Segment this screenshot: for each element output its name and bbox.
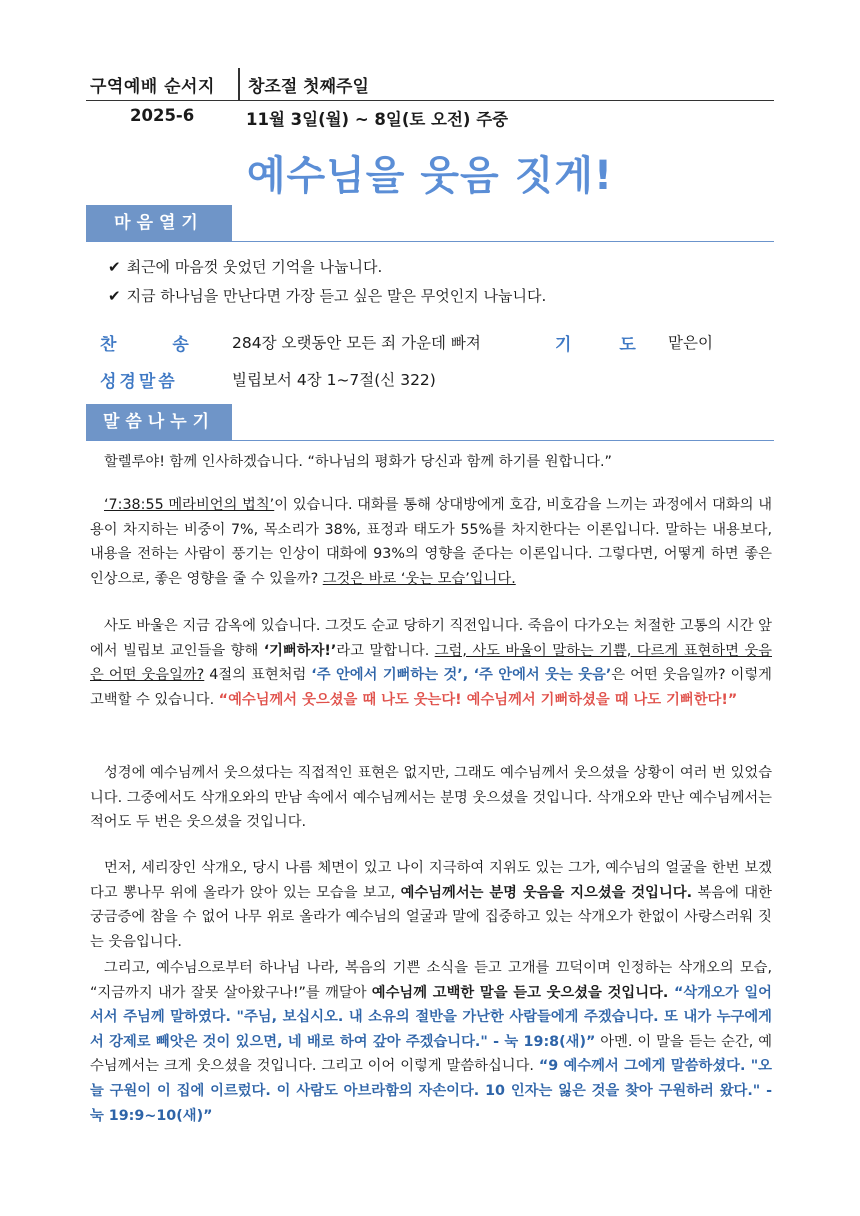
section-word-sharing	[86, 404, 774, 441]
paragraph-first-smile: 먼저, 세리장인 삭개오, 당시 나름 체면이 있고 나이 지극하여 지위도 있는 그가, 예수님의 얼굴을 한번 보겠다고 뽕나무 위에 올라가 앉아 있는 모습을 보고, 예수님께서는 분명 웃음을 지으셨을 것입니다. 복음에 대한 궁금증에 참을 수 없어 나무 위로 올라가 예수님의 얼굴과 말에 집중하고 있는 삭개오가 한없이 사랑스러워 짓는 웃음입니다.	[90, 860, 772, 950]
section-heart-opening	[86, 205, 774, 242]
paragraph-greeting: 할렐루야! 함께 인사하겠습니다. “하나님의 평화가 당신과 함께 하기를 원합니다.”	[104, 454, 612, 470]
paragraph-mehrabian: ‘7:38:55 메라비언의 법칙’이 있습니다. 대화를 통해 상대방에게 호감, 비호감을 느끼는 과정에서 대화의 내용이 차지하는 비중이 7%, 목소리가 38%, 표정과 태도가 55%를 차지한다는 이론입니다. 말하는 내용보다, 내용을 전하는 사람이 풍기는 인상이 대화에 93%의 영향을 준다는 이론입니다. 그렇다면, 어떻게 하면 좋은 인상으로, 좋은 영향을 줄 수 있을까? 그것은 바로 ‘웃는 모습’입니다.	[90, 497, 773, 587]
header-left-title: 구역예배 순서지	[90, 77, 215, 97]
section-label: 마음열기	[86, 205, 232, 241]
header-divider	[238, 68, 240, 100]
hymn-value: 284장 오랫동안 모든 죄 가운데 빠져	[232, 334, 481, 352]
bullet-item-2: ✔ 지금 하나님을 만난다면 가장 듣고 싶은 말은 무엇인지 나눕니다.	[108, 287, 547, 305]
bullet-item-1: ✔ 최근에 마음껏 웃었던 기억을 나눕니다.	[108, 258, 383, 276]
prayer-label: 기 도	[555, 335, 636, 355]
check-icon: ✔	[108, 258, 121, 276]
check-icon: ✔	[108, 287, 121, 305]
header-bar	[86, 66, 774, 101]
paragraph-zacchaeus-intro: 성경에 예수님께서 웃으셨다는 직접적인 표현은 없지만, 그래도 예수님께서 웃으셨을 상황이 여러 번 있었습니다. 그중에서도 삭개오와의 만남 속에서 예수님께서는 분명 웃으셨을 것입니다. 삭개오와 만난 예수님께서는 적어도 두 번은 웃으셨을 것입니다.	[90, 765, 772, 831]
prayer-value: 맡은이	[668, 334, 713, 352]
paragraph-paul: 사도 바울은 지금 감옥에 있습니다. 그것도 순교 당하기 직전입니다. 죽음이 다가오는 처절한 고통의 시간 앞에서 빌립보 교인들을 향해 ‘기뻐하자!’라고 말합니다. 그럼, 사도 바울이 말하는 기쁨, 다르게 표현하면 웃음은 어떤 웃음일까? 4절의 표현처럼 ‘주 안에서 기뻐하는 것’, ‘주 안에서 웃는 웃음’은 어떤 웃음일까? 이렇게 고백할 수 있습니다. “예수님께서 웃으셨을 때 나도 웃는다! 예수님께서 기뻐하셨을 때 나도 기뻐한다!”	[90, 618, 772, 708]
scripture-value: 빌립보서 4장 1~7절(신 322)	[232, 371, 436, 389]
section-label: 말씀나누기	[86, 404, 232, 440]
issue-number: 2025-6	[130, 106, 195, 125]
page-title: 예수님을 웃음 짓게!	[246, 153, 614, 199]
paragraph-second-smile: 그리고, 예수님으로부터 하나님 나라, 복음의 기쁜 소식을 듣고 고개를 끄덕이며 인정하는 삭개오의 모습, “지금까지 내가 잘못 살아왔구나!”를 깨달아 예수님께 고백한 말을 듣고 웃으셨을 것입니다. “삭개오가 일어서서 주님께 말하였다. "주님, 보십시오. 내 소유의 절반을 가난한 사람들에게 주겠습니다. 또 내가 누구에게서 강제로 빼앗은 것이 있으면, 네 배로 하여 갚아 주겠습니다." - 눅 19:8(새)” 아멘. 이 말을 듣는 순간, 예수님께서는 크게 웃으셨을 것입니다. 그리고 이어 이렇게 말씀하십니다. “9 예수께서 그에게 말씀하셨다. "오늘 구원이 이 집에 이르렀다. 이 사람도 아브라함의 자손이다. 10 인자는 잃은 것을 찾아 구원하러 왔다." - 눅 19:9~10(새)”	[90, 960, 773, 1124]
scripture-label: 성경말씀	[100, 372, 178, 392]
hymn-label: 찬 송	[100, 335, 189, 355]
date-range: 11월 3일(월) ~ 8일(토 오전) 주중	[246, 110, 509, 129]
header-right-title: 창조절 첫째주일	[248, 77, 369, 97]
